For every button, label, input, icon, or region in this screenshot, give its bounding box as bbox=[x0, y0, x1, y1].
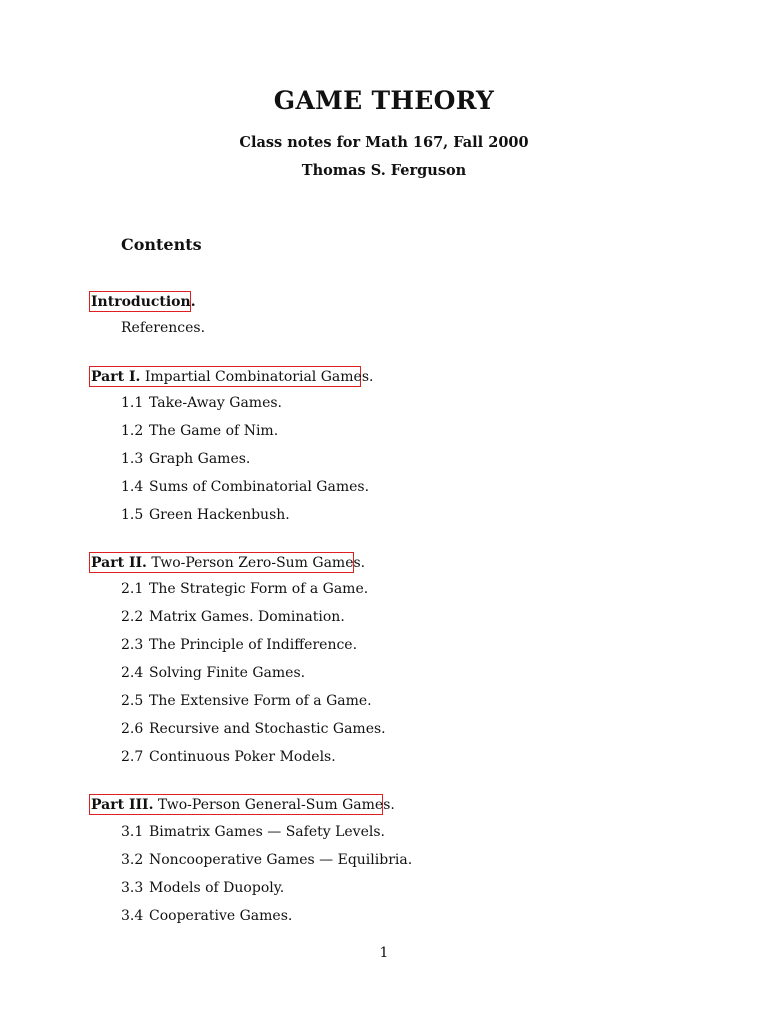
toc-section bbox=[121, 394, 282, 412]
toc-part-2-title: Two-Person Zero-Sum Games. bbox=[151, 555, 366, 571]
toc-link-part-2[interactable] bbox=[89, 552, 366, 573]
section-number: 2.5 bbox=[121, 693, 144, 709]
section-number: 3.1 bbox=[121, 824, 144, 840]
toc-section bbox=[121, 823, 385, 841]
section-title: The Game of Nim. bbox=[149, 423, 279, 439]
toc-section bbox=[121, 664, 305, 682]
toc-section bbox=[121, 748, 336, 766]
section-title: Cooperative Games. bbox=[149, 908, 293, 924]
toc-section bbox=[121, 422, 278, 440]
toc-part-3-prefix: Part III. bbox=[91, 797, 154, 813]
toc-section bbox=[121, 608, 345, 626]
section-number: 2.3 bbox=[121, 637, 144, 653]
toc-section bbox=[121, 851, 412, 869]
section-number: 2.6 bbox=[121, 721, 144, 737]
section-number: 3.2 bbox=[121, 852, 144, 868]
toc-link-introduction[interactable] bbox=[89, 291, 196, 312]
section-number: 2.1 bbox=[121, 581, 144, 597]
section-number: 2.2 bbox=[121, 609, 144, 625]
section-number: 2.7 bbox=[121, 749, 144, 765]
toc-part-1-title: Impartial Combinatorial Games. bbox=[144, 369, 374, 385]
section-number: 3.4 bbox=[121, 908, 144, 924]
section-title: The Extensive Form of a Game. bbox=[149, 693, 372, 709]
toc-link-part-3[interactable] bbox=[89, 794, 395, 815]
toc-introduction-label: Introduction. bbox=[91, 294, 196, 310]
toc-section bbox=[121, 478, 369, 496]
toc-part-3-title: Two-Person General-Sum Games. bbox=[157, 797, 395, 813]
section-title: Noncooperative Games — Equilibria. bbox=[149, 852, 413, 868]
toc-part-2-prefix: Part II. bbox=[91, 555, 147, 571]
document-subtitle: Class notes for Math 167, Fall 2000 bbox=[239, 134, 529, 151]
document-author: Thomas S. Ferguson bbox=[301, 162, 467, 179]
section-number: 3.3 bbox=[121, 880, 144, 896]
section-number: 1.1 bbox=[121, 395, 144, 411]
section-number: 1.2 bbox=[121, 423, 144, 439]
section-title: Matrix Games. Domination. bbox=[149, 609, 345, 625]
section-title: The Principle of Indifference. bbox=[149, 637, 358, 653]
toc-link-part-1[interactable] bbox=[89, 366, 374, 387]
toc-section bbox=[121, 879, 284, 897]
toc-section bbox=[121, 506, 290, 524]
section-title: Graph Games. bbox=[149, 451, 251, 467]
section-title: The Strategic Form of a Game. bbox=[149, 581, 369, 597]
toc-item-references: References. bbox=[121, 320, 206, 336]
section-number: 1.5 bbox=[121, 507, 144, 523]
section-title: Bimatrix Games — Safety Levels. bbox=[149, 824, 385, 840]
toc-part-1-prefix: Part I. bbox=[91, 369, 141, 385]
section-title: Continuous Poker Models. bbox=[149, 749, 336, 765]
toc-section bbox=[121, 692, 372, 710]
toc-section bbox=[121, 720, 386, 738]
section-number: 2.4 bbox=[121, 665, 144, 681]
document-title: GAME THEORY bbox=[273, 86, 495, 115]
section-title: Take-Away Games. bbox=[149, 395, 282, 411]
section-title: Solving Finite Games. bbox=[149, 665, 306, 681]
section-number: 1.4 bbox=[121, 479, 144, 495]
section-number: 1.3 bbox=[121, 451, 144, 467]
toc-section bbox=[121, 580, 368, 598]
section-title: Green Hackenbush. bbox=[149, 507, 290, 523]
toc-section bbox=[121, 907, 292, 925]
toc-section bbox=[121, 636, 357, 654]
section-title: Sums of Combinatorial Games. bbox=[149, 479, 370, 495]
toc-section bbox=[121, 450, 250, 468]
section-title: Models of Duopoly. bbox=[149, 880, 285, 896]
page-number: 1 bbox=[379, 945, 389, 961]
section-title: Recursive and Stochastic Games. bbox=[149, 721, 386, 737]
contents-heading: Contents bbox=[121, 235, 202, 254]
